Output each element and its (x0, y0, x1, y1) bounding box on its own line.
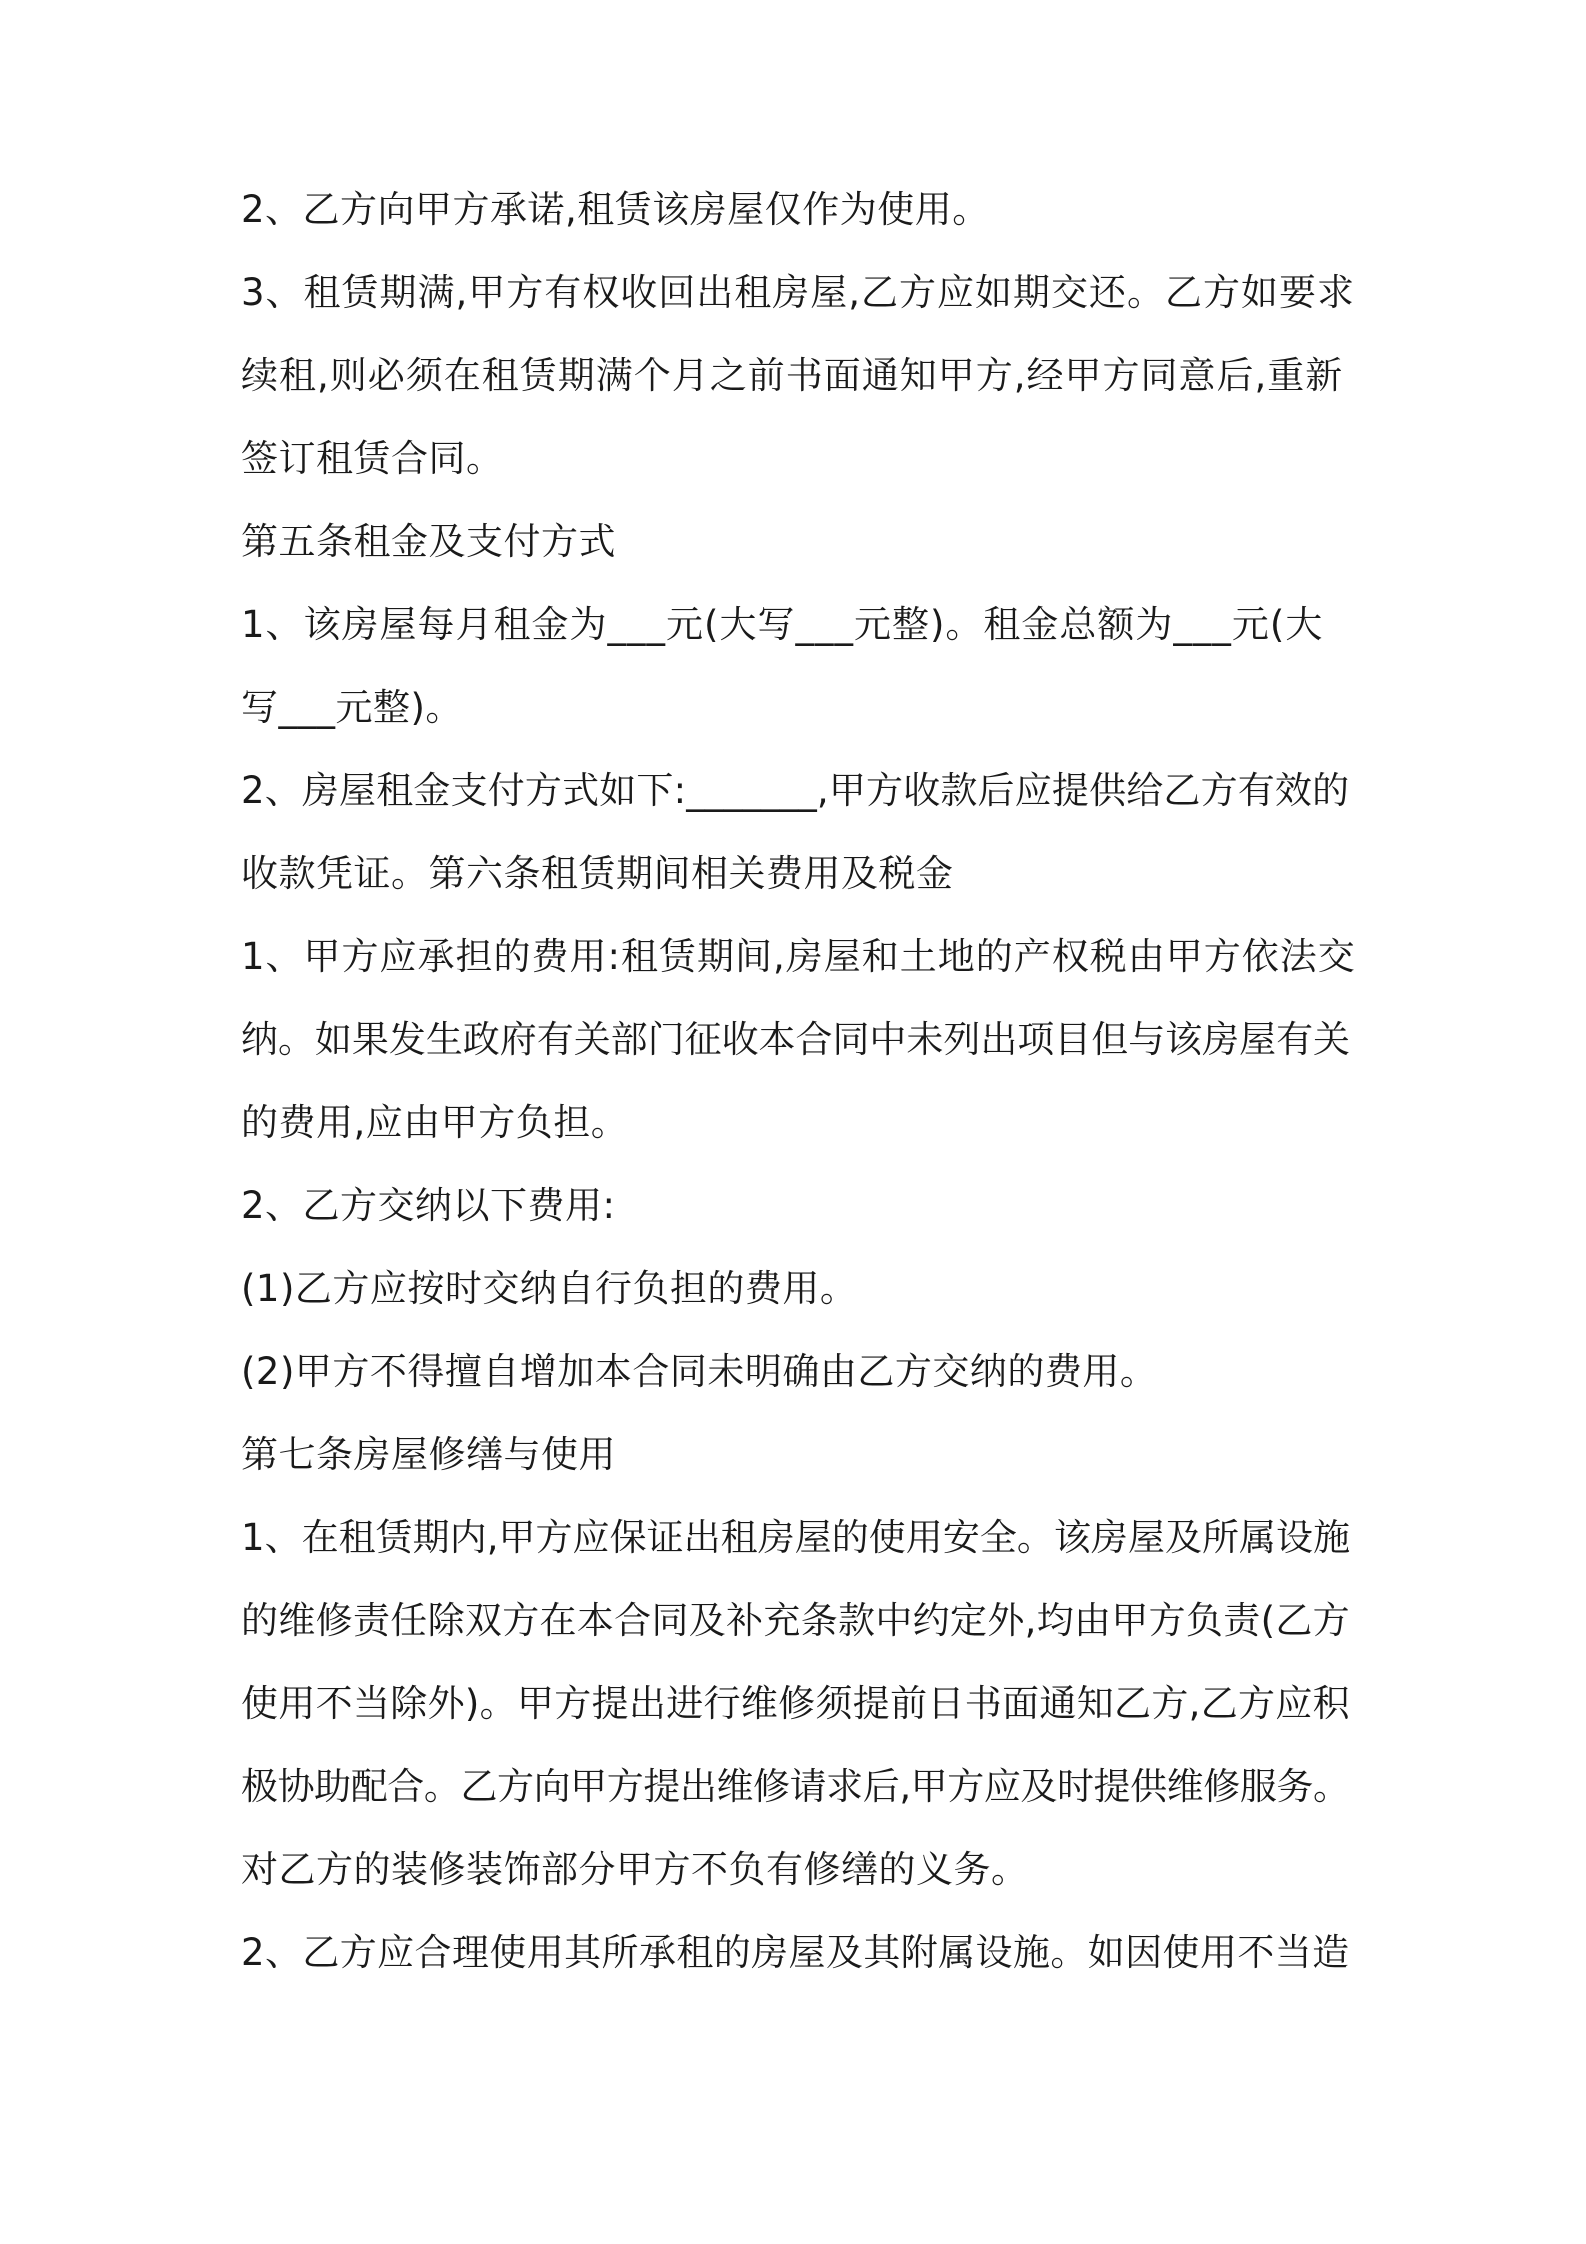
text-line: (2)甲方不得擅自增加本合同未明确由乙方交纳的费用。 (241, 1350, 1158, 1393)
text-line: 续租,则必须在租赁期满个月之前书面通知甲方,经甲方同意后,重新 (241, 354, 1344, 397)
text-line: 2、乙方向甲方承诺,租赁该房屋仅作为使用。 (241, 188, 990, 231)
text-line: 2、房屋租金支付方式如下:_______,甲方收款后应提供给乙方有效的 (241, 769, 1350, 812)
text-line: 1、在租赁期内,甲方应保证出租房屋的使用安全。该房屋及所属设施 (241, 1516, 1351, 1559)
text-line: 1、甲方应承担的费用:租赁期间,房屋和土地的产权税由甲方依法交 (241, 935, 1356, 978)
text-line: 的维修责任除双方在本合同及补充条款中约定外,均由甲方负责(乙方 (241, 1599, 1350, 1642)
text-line: 收款凭证。第六条租赁期间相关费用及税金 (241, 852, 954, 895)
text-line: (1)乙方应按时交纳自行负担的费用。 (241, 1267, 858, 1310)
text-line: 使用不当除外)。甲方提出进行维修须提前日书面通知乙方,乙方应积 (241, 1682, 1350, 1725)
text-line: 纳。如果发生政府有关部门征收本合同中未列出项目但与该房屋有关 (241, 1018, 1350, 1061)
section-heading: 第五条租金及支付方式 (241, 520, 616, 563)
text-line: 的费用,应由甲方负担。 (241, 1101, 629, 1144)
text-line: 写___元整)。 (241, 686, 463, 729)
section-heading: 第七条房屋修缮与使用 (241, 1433, 616, 1476)
text-line: 1、该房屋每月租金为___元(大写___元整)。租金总额为___元(大 (241, 603, 1324, 646)
text-line: 对乙方的装修装饰部分甲方不负有修缮的义务。 (241, 1848, 1029, 1891)
text-line: 2、乙方应合理使用其所承租的房屋及其附属设施。如因使用不当造 (241, 1931, 1350, 1974)
text-line: 极协助配合。乙方向甲方提出维修请求后,甲方应及时提供维修服务。 (241, 1765, 1350, 1808)
text-line: 3、租赁期满,甲方有权收回出租房屋,乙方应如期交还。乙方如要求 (241, 271, 1356, 314)
text-line: 签订租赁合同。 (241, 437, 504, 480)
text-line: 2、乙方交纳以下费用: (241, 1184, 616, 1227)
